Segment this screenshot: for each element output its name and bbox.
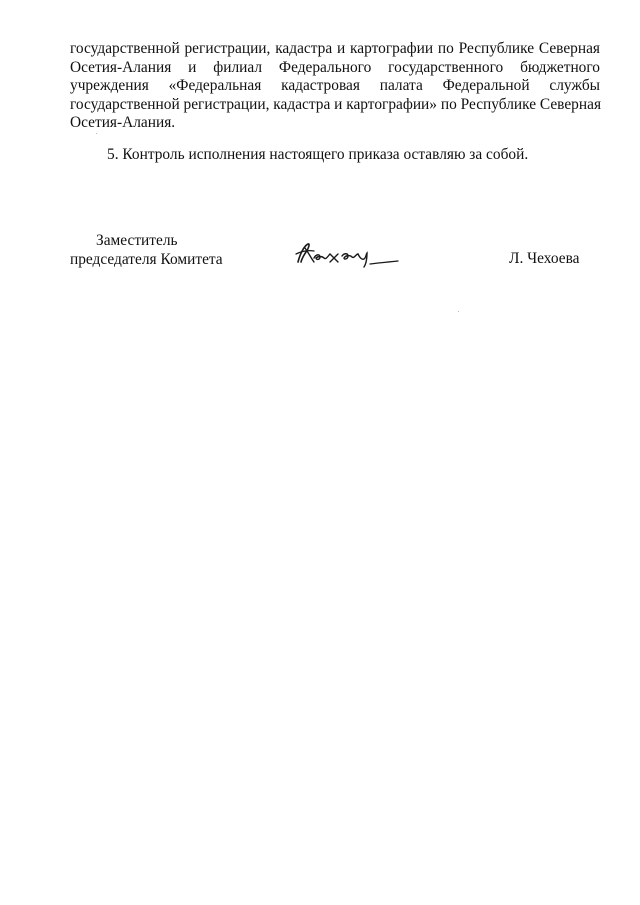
paragraph-line-5: Осетия-Алания. <box>70 114 176 131</box>
position-title-line-2: председателя Комитета <box>70 250 223 268</box>
signatory-position <box>70 232 223 269</box>
item-5-control-clause: 5. Контроль исполнения настоящего приказа оставляю за собой. <box>107 146 529 163</box>
paragraph-line-4: государственной регистрации, кадастра и картографии» по Республике Северная <box>70 95 602 113</box>
continued-paragraph <box>70 40 600 133</box>
paragraph-line-2: Осетия-Алания и филиал Федерального государственного бюджетного <box>70 58 600 76</box>
paragraph-line-3: учреждения «Федеральная кадастровая палата Федеральной службы <box>70 77 600 94</box>
signatory-name: Л. Чехоева <box>509 250 580 267</box>
scan-speck <box>96 133 97 134</box>
handwritten-signature <box>292 236 402 270</box>
scan-speck <box>458 311 459 312</box>
position-title-line-1: Заместитель <box>96 232 178 249</box>
paragraph-line-1: государственной регистрации, кадастра и картографии по Республике Северная <box>70 40 600 57</box>
